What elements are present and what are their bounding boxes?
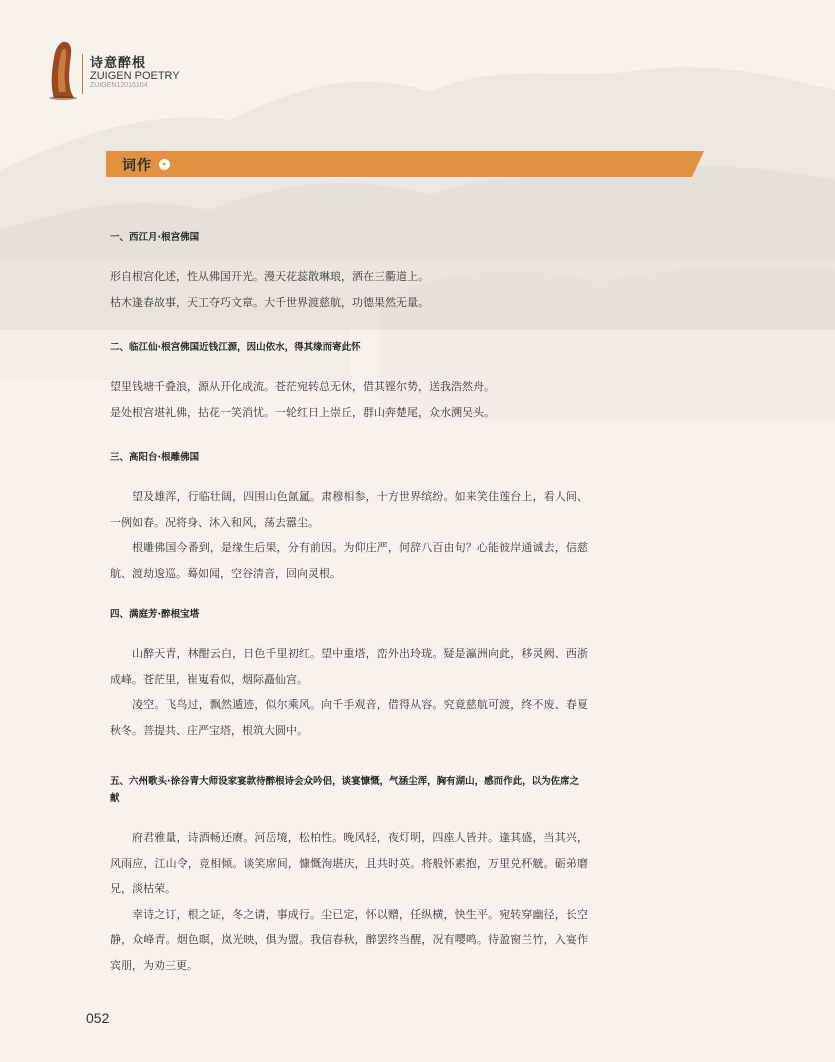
poem-paragraph: 枯木逢春故事，天工夺巧文章。大千世界渡慈航，功德果然无量。	[110, 295, 429, 309]
poem-paragraph: 形自根宫化述，性从佛国开光。漫天花蕊散琳琅，洒在三衢道上。	[110, 270, 429, 283]
poem-paragraph: 望及雄浑，行临壮阔，四围山色氤氲。肃穆相参，十方世界缤纷。如来笑住莲台上，看人间、一例如春。况将身、沐入和风，荡去嚣尘。	[110, 490, 588, 529]
poem-paragraph: 府君雅量，诗酒畅还赓。河岳境，松柏性。晚风轻，夜灯明，四座人皆并。逢其盛，当其兴，风雨应，江山令，竞相倾。谈笑席间，慷慨洵堪庆，且共时英。将般怀素抱，万里兑杯觥。砺弟磨兄，淡枯荣。	[110, 831, 588, 895]
poem-paragraph: 凌空。飞鸟过，飘然遁迹，似尔乘风。向千手观音，借得从容。究竟慈航可渡，终不废、春夏秋冬。菩提共、庄严宝塔，根筑大圆中。	[110, 698, 588, 737]
chevron-down-icon	[159, 159, 170, 170]
poem-paragraph: 根雕佛国今番到，是缘生后果，分有前因。为仰庄严，何辞八百由旬？心能彼岸通诚去，信慈航、渡劫逡巡。蓦如闻，空谷清音，回向灵根。	[110, 541, 588, 580]
poem-section	[110, 449, 588, 586]
poem-paragraph: 幸诗之订，根之证，冬之请，事成行。尘已定，怀以赠，任纵横，快生平。宛转穿幽径，长空静，众峰青。烟色暝，岚光映，俱为盟。我信春秋，醉罢终当醒，况有嘤鸣。待盈窗兰竹，入宴作宾朋，为劝三更。	[110, 907, 588, 972]
banner-shape	[106, 151, 704, 177]
brand-name-cn: 诗意醉根	[90, 56, 147, 71]
poem-list	[110, 229, 588, 978]
poem-title: 四、满庭芳·醉根宝塔	[110, 609, 200, 620]
brand-code: ZUIGEN12016104	[90, 82, 148, 89]
root-sculpture-icon	[44, 40, 80, 100]
poem-section	[110, 773, 588, 978]
poem-paragraph: 山醉天青，林酣云白，日色千里初红。望中重塔，峦外出玲珑。疑是瀛洲向此，移灵阙、西浙成峰。苍茫里，崔嵬看似，烟际矗仙宫。	[110, 647, 588, 686]
page-number: 052	[86, 1010, 110, 1026]
poem-section	[110, 606, 588, 743]
section-banner	[106, 151, 704, 177]
brand-name-en: ZUIGEN POETRY	[90, 70, 180, 82]
poem-title: 五、六州歌头·徐谷青大师设家宴款待醉根诗会众吟侣，谈宴慷慨，气涵尘浑，胸有湖山，感而作此，以为佐席之献	[110, 776, 580, 804]
poem-title: 二、临江仙·根宫佛国近钱江源，因山依水，得其缘而寄此怀	[110, 342, 361, 353]
poem-paragraph: 望里钱塘千叠浪，源从开化成流。苍茫宛转总无休，借其铿尔势，送我浩然舟。	[110, 380, 495, 393]
poem-title: 一、西江月·根宫佛国	[110, 232, 200, 243]
poem-title: 三、高阳台·根雕佛国	[110, 452, 200, 463]
poem-section	[110, 339, 588, 425]
banner-title: 词作	[122, 158, 152, 174]
poem-paragraph: 是处根宫堪礼佛，拈花一笑消忧。一轮红日上崇丘，群山奔楚尾，众水溯吴头。	[110, 405, 495, 419]
poem-section	[110, 229, 588, 315]
brand-logo	[44, 40, 194, 102]
logo-divider	[82, 54, 83, 94]
